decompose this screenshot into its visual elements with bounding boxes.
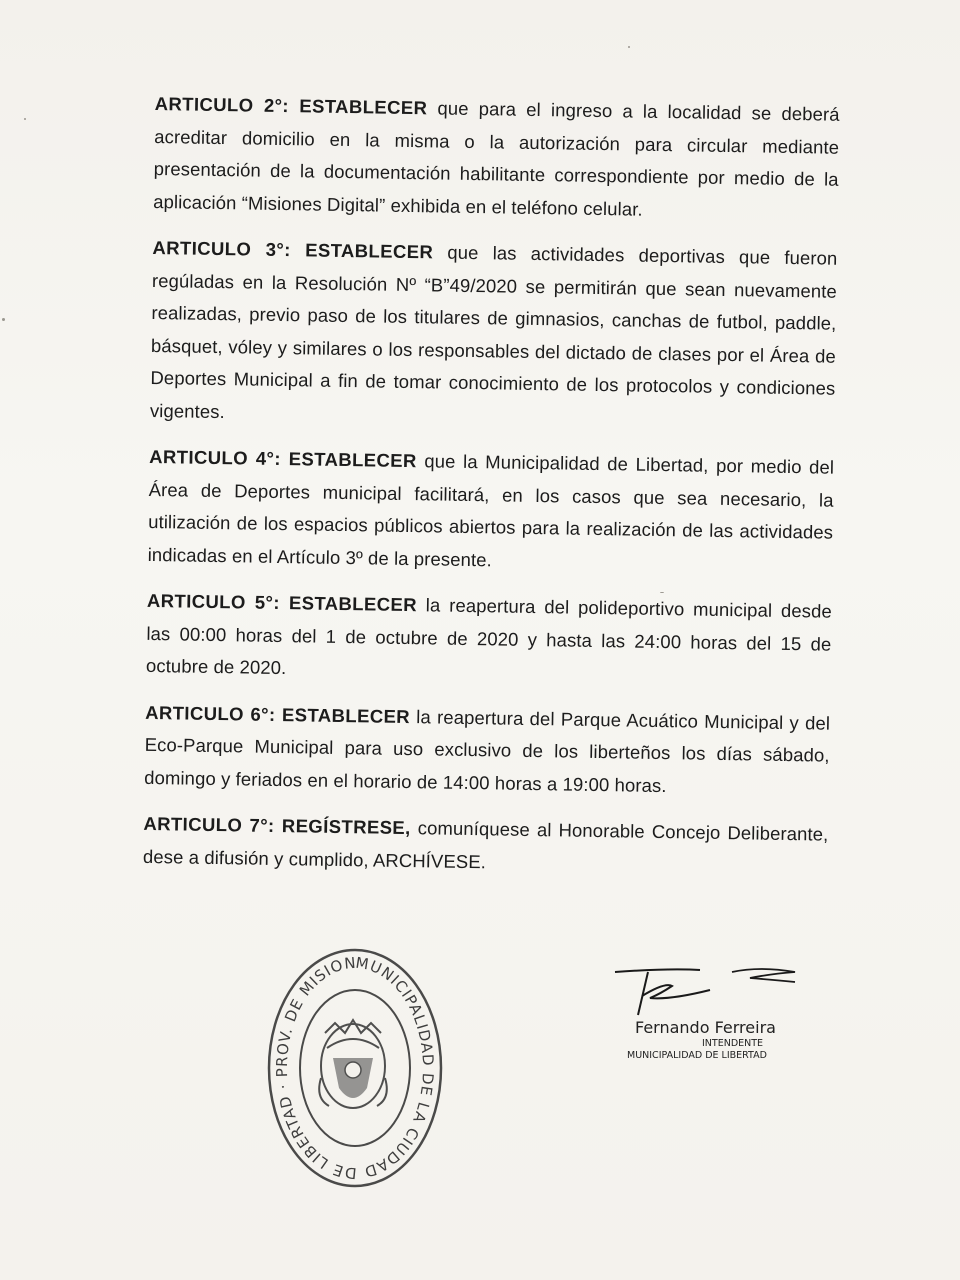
scan-speck	[628, 46, 630, 48]
signatory-name: Fernando Ferreira	[635, 1018, 776, 1037]
article-text: comuníquese al Honorable Concejo Deliberante, dese a difusión y cumplido, ARCHÍVESE.	[142, 817, 829, 872]
resolution-body	[142, 88, 839, 898]
article-3	[150, 232, 838, 438]
article-text: que la Municipalidad de Libertad, por medio del Área de Deportes municipal facilitará, en los casos que sea necesario, la utilización de los espacios públicos abiertos para la realización de las actividades indicadas en el Artículo 3º de la presente.	[147, 450, 835, 570]
article-6	[144, 696, 830, 804]
article-text: que para el ingreso a la localidad se deberá acreditar domicilio en la misma o la autorización para circular mediante presentación de la documentación habilitante correspondiente por medio de la aplicación “Misiones Digital” exhibida en el teléfono celular.	[153, 97, 840, 220]
article-heading: ARTICULO 3°: ESTABLECER	[152, 236, 434, 263]
article-heading: ARTICULO 7°: REGÍSTRESE,	[143, 812, 411, 839]
article-4	[147, 441, 834, 582]
article-heading: ARTICULO 5°: ESTABLECER	[146, 589, 418, 616]
article-5	[146, 585, 832, 693]
article-2	[153, 88, 840, 229]
signature-block	[605, 960, 815, 1070]
coat-of-arms-icon	[319, 1020, 387, 1108]
article-heading: ARTICULO 6°: ESTABLECER	[145, 701, 411, 727]
article-text: la reapertura del polideportivo municipal desde las 00:00 horas del 1 de octubre de 2020 y hasta las 24:00 horas del 15 de octubre de 2020.	[145, 594, 833, 679]
scan-speck	[24, 118, 26, 120]
scan-speck	[2, 318, 5, 321]
municipal-seal	[255, 938, 455, 1213]
seal-stamp-icon	[255, 938, 455, 1208]
article-7	[143, 808, 829, 884]
article-heading: ARTICULO 2°: ESTABLECER	[154, 92, 428, 119]
article-heading: ARTICULO 4°: ESTABLECER	[149, 445, 417, 472]
scan-speck	[660, 592, 664, 593]
signatory-organization: MUNICIPALIDAD DE LIBERTAD	[627, 1050, 767, 1061]
handwritten-signature	[610, 960, 810, 1020]
article-text: que las actividades deportivas que fueron regúladas en la Resolución Nº “B”49/2020 se permitirán que sean nuevamente realizadas, previo paso de los titulares de gimnasios, canchas de futbol, paddle, básquet, vóley y similares o los responsables del dictado de clases por el Área de Deportes Municipal a fin de tomar conocimiento de los protocolos y condiciones vigentes.	[149, 241, 838, 422]
signatory-title: INTENDENTE	[702, 1038, 764, 1049]
seal-text: MUNICIPALIDAD DE LA CIUDAD DE LIBERTAD · PROV. DE MISION	[272, 953, 438, 1183]
article-text: la reapertura del Parque Acuático Municipal y del Eco-Parque Municipal para uso exclusivo de los liberteños los días sábado, domingo y feriados en el horario de 14:00 horas a 19:00 horas.	[144, 705, 831, 796]
